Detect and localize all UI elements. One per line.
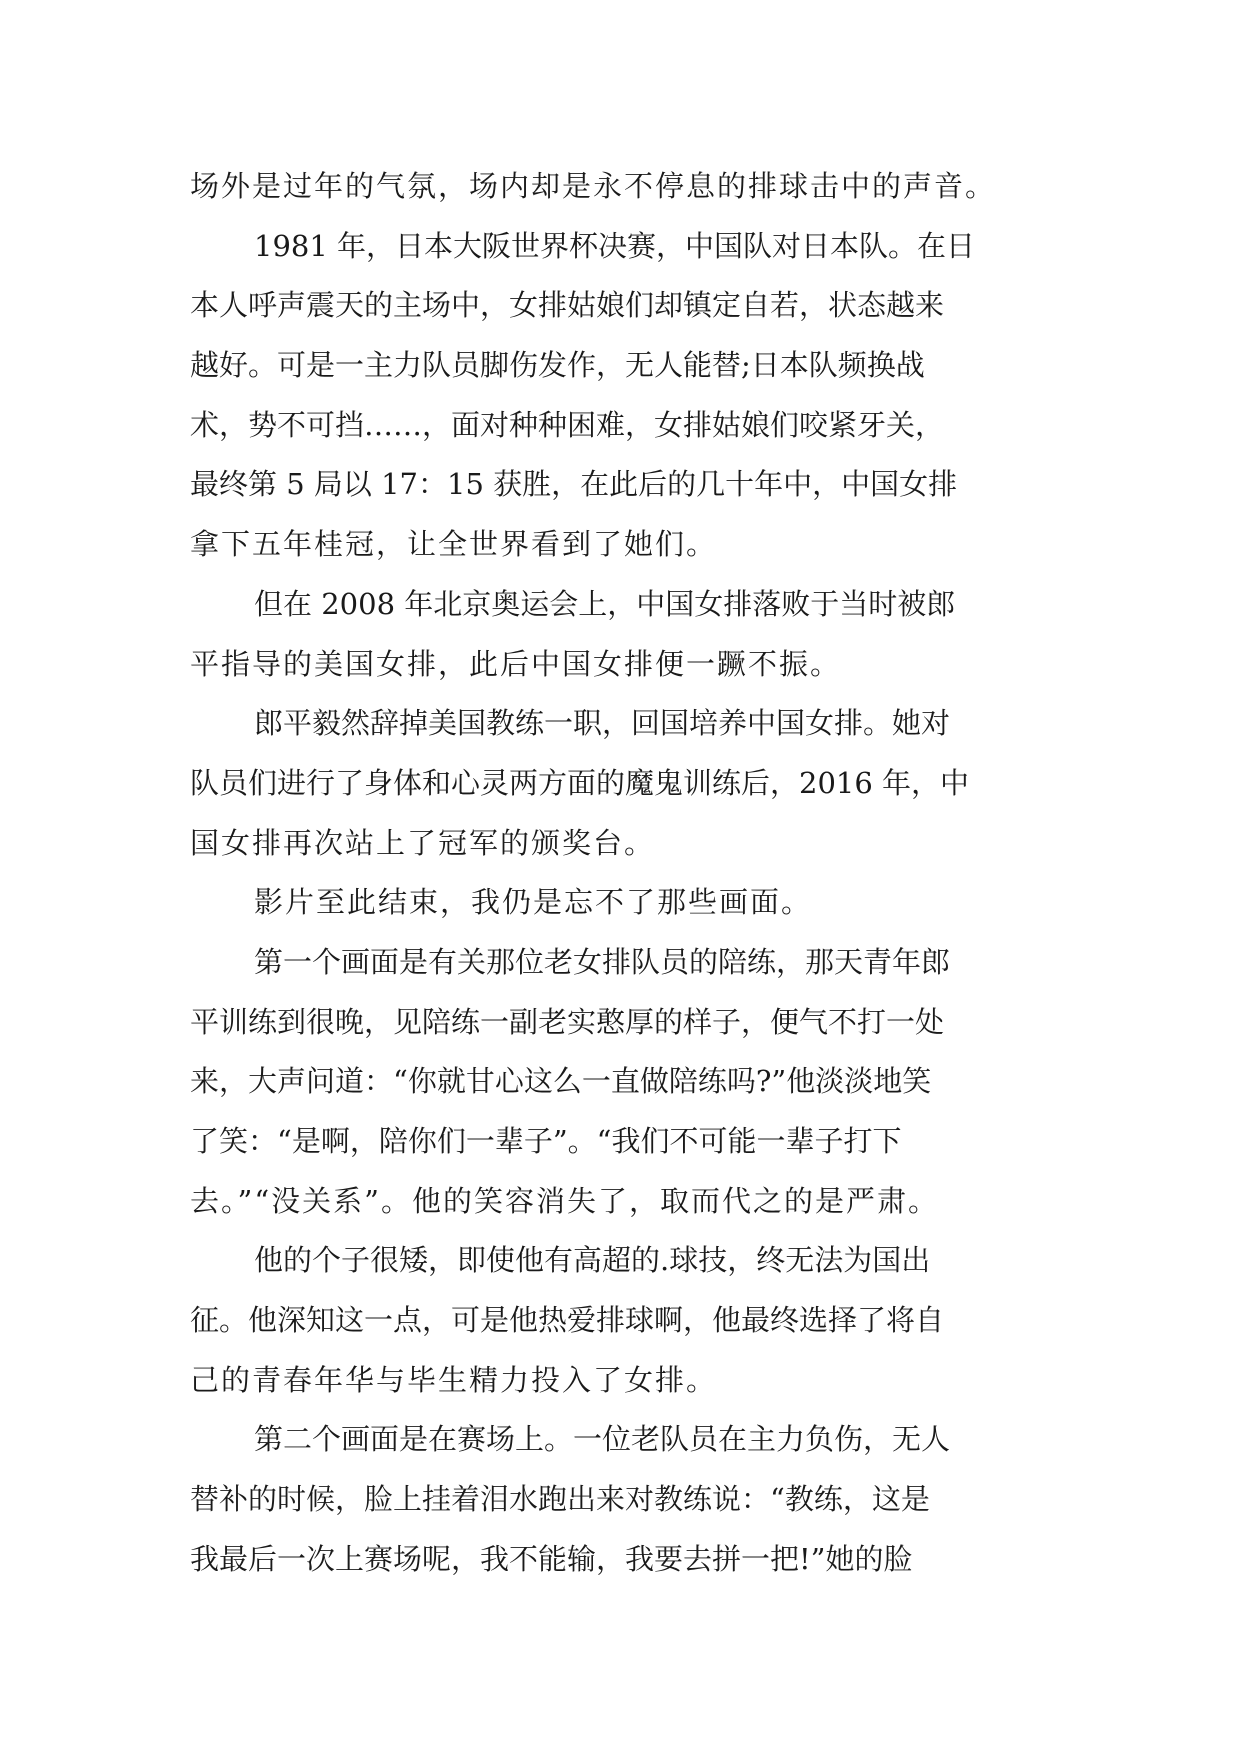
text-line: 场外是过年的气氛，场内却是永不停息的排球击中的声音。 <box>190 169 997 203</box>
text-line: 征。他深知这一点，可是他热爱排球啊，他最终选择了将自 <box>190 1303 945 1338</box>
text-line: 队员们进行了身体和心灵两方面的魔鬼训练后，2016 年，中 <box>190 765 970 800</box>
text-line: 平指导的美国女排，此后中国女排便一蹶不振。 <box>190 646 842 681</box>
text-line: 郎平毅然辞掉美国教练一职，回国培养中国女排。她对 <box>254 706 951 741</box>
text-line: 影片至此结束，我仍是忘不了那些画面。 <box>254 885 813 920</box>
text-line: 术，势不可挡……，面对种种困难，女排姑娘们咬紧牙关， <box>190 407 945 442</box>
text-line: 他的个子很矮，即使他有高超的.球技，终无法为国出 <box>254 1243 931 1278</box>
text-line: 国女排再次站上了冠军的颁奖台。 <box>190 825 656 860</box>
text-line: 拿下五年桂冠，让全世界看到了她们。 <box>190 527 718 562</box>
text-line: 最终第 5 局以 17：15 获胜，在此后的几十年中，中国女排 <box>190 467 958 502</box>
text-line: 1981 年，日本大阪世界杯决赛，中国队对日本队。在日 <box>254 228 976 263</box>
text-line: 越好。可是一主力队员脚伤发作，无人能替;日本队频换战 <box>190 348 925 383</box>
text-line: 本人呼声震天的主场中，女排姑娘们却镇定自若，状态越来 <box>190 288 945 323</box>
document-body <box>190 157 1070 1590</box>
text-line: 去。”“没关系”。他的笑容消失了，取而代之的是严肃。 <box>190 1183 939 1218</box>
text-line: 平训练到很晚，见陪练一副老实憨厚的样子，便气不打一处 <box>190 1004 945 1039</box>
text-line: 第二个画面是在赛场上。一位老队员在主力负伤，无人 <box>254 1422 951 1457</box>
text-line: 来，大声问道：“你就甘心这么一直做陪练吗?”他淡淡地笑 <box>190 1064 932 1099</box>
text-line: 替补的时候，脸上挂着泪水跑出来对教练说：“教练，这是 <box>190 1482 930 1517</box>
text-line: 了笑：“是啊，陪你们一辈子”。“我们不可能一辈子打下 <box>190 1124 902 1158</box>
text-line: 我最后一次上赛场呢，我不能输，我要去拼一把!”她的脸 <box>190 1541 913 1576</box>
text-line: 己的青春年华与毕生精力投入了女排。 <box>190 1362 718 1397</box>
text-line: 但在 2008 年北京奥运会上，中国女排落败于当时被郎 <box>254 586 956 621</box>
text-line: 第一个画面是有关那位老女排队员的陪练，那天青年郎 <box>254 944 951 979</box>
